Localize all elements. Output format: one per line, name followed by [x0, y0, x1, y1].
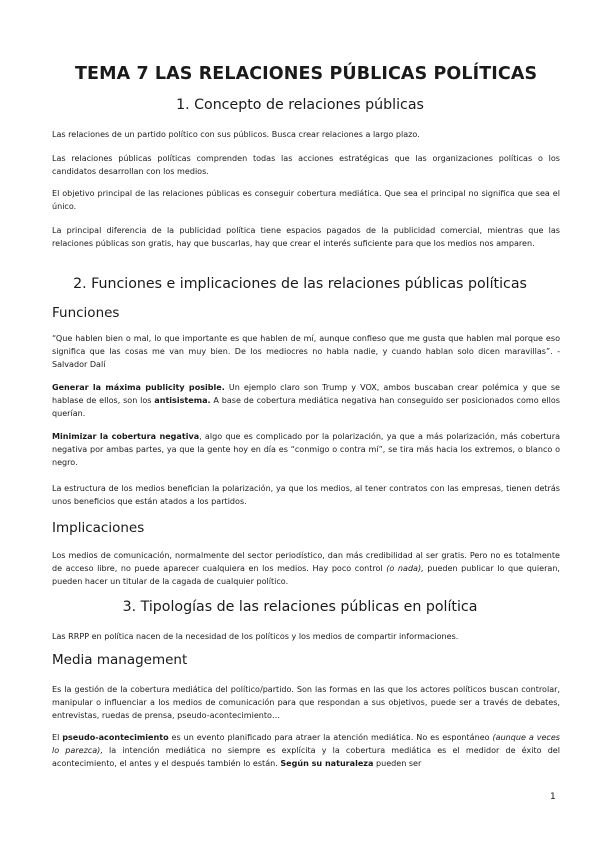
- page-number: 1: [550, 792, 556, 802]
- text-run: la intención mediática no siempre es explícita y la cobertura mediática es el medidor de éxito del acontecimiento, el antes y el después también lo están.: [52, 746, 560, 768]
- section-3-paragraph-1: Las RRPP en política nacen de la necesidad de los políticos y los medios de compartir informaciones.: [52, 632, 459, 641]
- section-1-paragraph-3: El objetivo principal de las relaciones públicas es conseguir cobertura mediática. Que sea el principal no significa que sea el único.: [52, 189, 560, 211]
- section-1-paragraph-1: Las relaciones de un partido político con sus públicos. Busca crear relaciones a largo plazo.: [52, 130, 420, 139]
- bold-text: Según su naturaleza: [280, 759, 374, 768]
- text-run: , algo que es complicado por la polarización, ya que a más polarización, más cobertura negativa por ambas partes, ya que la gente hoy en día es “conmigo o contra mí”, se tira más hacia los extremos, o blanco o negro.: [52, 432, 561, 467]
- subheading-media-management: Media management: [52, 652, 188, 668]
- subheading-implicaciones: Implicaciones: [52, 520, 145, 536]
- bold-text: Minimizar la cobertura negativa: [52, 432, 200, 441]
- text-run: El: [52, 733, 63, 742]
- text-run: Los medios de comunicación, normalmente del sector periodístico, dan más credibilidad al ser gratis. Pero no es totalmente de acceso libre, no puede aparecer cualquiera en los medios. Hay poco control: [52, 551, 560, 573]
- funcion-paragraph-2: [52, 430, 560, 469]
- italic-text: (aunque a veces lo parezca),: [52, 733, 560, 755]
- document-title: TEMA 7 LAS RELACIONES PÚBLICAS POLÍTICAS: [75, 64, 538, 84]
- bold-text: Generar la máxima publicity posible.: [52, 383, 225, 392]
- implicaciones-paragraph: [52, 549, 560, 588]
- section-3-heading: 3. Tipologías de las relaciones públicas en política: [122, 599, 478, 615]
- section-1-paragraph-4: La principal diferencia de la publicidad política tiene espacios pagados de la publicidad comercial, mientras que las relaciones públicas son gratis, hay que buscarlas, hay que crear el interés suficiente para que los medios nos amparen.: [52, 226, 560, 248]
- dali-quote: “Que hablen bien o mal, lo que importante es que hablen de mí, aunque confieso que me gusta que hablen mal porque eso significa que las cosas me van muy bien. De los mediocres no habla nadie, y cuando hablan solo dicen maravillas”. - Salvador Dalí: [52, 334, 560, 369]
- text-run: pueden ser: [373, 759, 422, 768]
- funcion-paragraph-3: La estructura de los medios benefician la polarización, ya que los medios, al tener contratos con las empresas, tienen detrás unos beneficios que están atados a los partidos.: [52, 484, 560, 506]
- bold-text: antisistema.: [154, 396, 211, 405]
- section-1-heading: 1. Concepto de relaciones públicas: [176, 97, 424, 113]
- media-management-paragraph-2: [52, 731, 560, 770]
- bold-text: pseudo-acontecimiento: [62, 733, 169, 742]
- text-run: es un evento planificado para atraer la atención mediática. No es espontáneo: [168, 733, 493, 742]
- funcion-paragraph-1: [52, 381, 560, 420]
- section-2-heading: 2. Funciones e implicaciones de las relaciones públicas políticas: [73, 276, 527, 292]
- section-1-paragraph-2: Las relaciones públicas políticas comprenden todas las acciones estratégicas que las organizaciones políticas o los candidatos desarrollan con los medios.: [52, 154, 560, 176]
- text-run: A base de cobertura mediática negativa han conseguido ser posicionados como ellos querían.: [52, 396, 560, 418]
- media-management-paragraph-1: Es la gestión de la cobertura mediática del político/partido. Son las formas en las que los actores políticos buscan controlar, manipular o influenciar a los medios de comunicación para que respondan a sus objetivos, puede ser a través de debates, entrevistas, ruedas de prensa, pseudo-acontecimiento…: [52, 685, 560, 720]
- italic-text: (o nada),: [386, 564, 424, 573]
- text-run: Un ejemplo claro son Trump y VOX, ambos buscaban crear polémica y que se hablase de ellos, son los: [52, 383, 561, 405]
- subheading-funciones: Funciones: [52, 305, 120, 321]
- text-run: pueden publicar lo que quieran, pueden hacer un titular de la cagada de cualquier político.: [52, 564, 560, 586]
